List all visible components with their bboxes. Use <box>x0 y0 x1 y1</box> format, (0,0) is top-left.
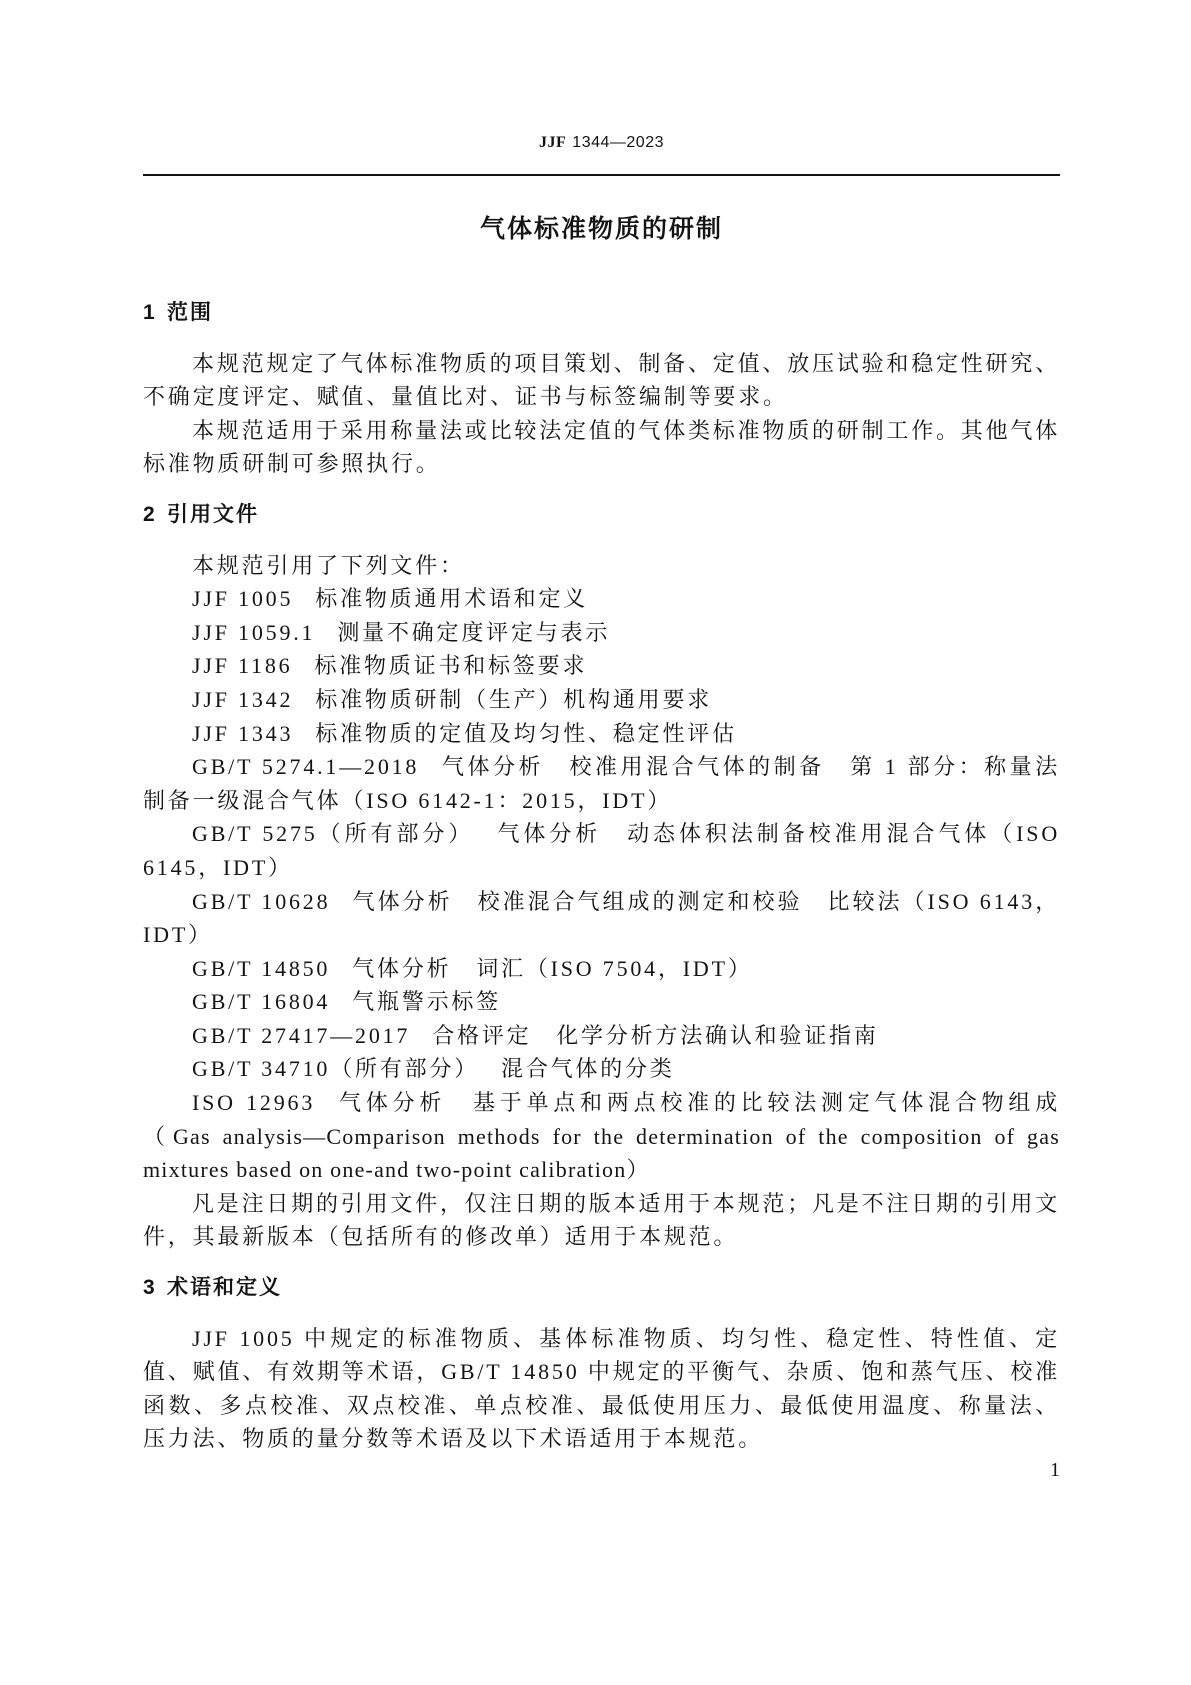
reference-code: JJF 1059.1 <box>192 619 316 645</box>
section-2-title: 引用文件 <box>167 502 259 526</box>
reference-code: GB/T 27417—2017 <box>192 1022 411 1048</box>
reference-item <box>143 1019 1060 1053</box>
reference-item <box>143 649 1060 683</box>
document-body <box>143 212 1060 1456</box>
reference-item <box>143 683 1060 717</box>
section-3-number: 3 <box>143 1276 157 1300</box>
reference-item <box>143 582 1060 616</box>
reference-code: JJF 1186 <box>192 653 293 679</box>
reference-title: 标准物质证书和标签要求 <box>314 653 588 679</box>
reference-title: 标准物质通用术语和定义 <box>315 586 589 612</box>
section-1-paragraph-2: 本规范适用于采用称量法或比较法定值的气体类标准物质的研制工作。其他气体标准物质研制可参照执行。 <box>143 417 1061 477</box>
section-1-number: 1 <box>143 301 157 324</box>
reference-item <box>143 885 1060 952</box>
reference-title: 测量不确定度评定与表示 <box>337 619 611 645</box>
header-standard-number: 1344—2023 <box>572 134 664 151</box>
section-3-heading <box>143 1271 1060 1305</box>
reference-item <box>143 1086 1060 1187</box>
reference-list <box>143 582 1060 1187</box>
reference-item <box>143 616 1060 650</box>
reference-title: 标准物质的定值及均匀性、稳定性评估 <box>315 720 737 746</box>
reference-title: 气体分析 词汇（ISO 7504，IDT） <box>352 955 753 981</box>
header-prefix: JJF <box>539 134 567 151</box>
section-1-paragraph-1: 本规范规定了气体标准物质的项目策划、制备、定值、放压试验和稳定性研究、不确定度评定、赋值、量值比对、证书与标签编制等要求。 <box>143 350 1061 410</box>
reference-code: GB/T 16804 <box>192 989 331 1015</box>
section-1-heading <box>143 296 1060 330</box>
reference-title: 气瓶警示标签 <box>352 989 502 1015</box>
section-3-paragraph: JJF 1005 中规定的标准物质、基体标准物质、均匀性、稳定性、特性值、定值、赋值、有效期等术语，GB/T 14850 中规定的平衡气、杂质、饱和蒸气压、校准函数、多点校准、双点校准、单点校准、最低使用压力、最低使用温度、称量法、压力法、物质的量分数等术语及以下术语适用于本规范。 <box>143 1325 1060 1452</box>
reference-title: 气体分析 校准混合气组成的测定和校验 比较法（ISO 6143，IDT） <box>143 888 1060 948</box>
section-2-heading <box>143 498 1060 532</box>
reference-code: JJF 1342 <box>192 686 294 712</box>
reference-item <box>143 717 1060 751</box>
header-rule <box>143 174 1060 176</box>
section-1-title: 范围 <box>167 301 213 324</box>
reference-code: JJF 1005 <box>192 586 294 612</box>
reference-title: 混合气体的分类 <box>501 1056 675 1082</box>
reference-code: GB/T 34710（所有部分） <box>192 1056 480 1082</box>
reference-item <box>143 1052 1060 1086</box>
running-header <box>143 130 1060 156</box>
reference-code: GB/T 5275（所有部分） <box>192 821 475 847</box>
reference-code: GB/T 5274.1—2018 <box>192 754 420 780</box>
section-2-closing: 凡是注日期的引用文件，仅注日期的版本适用于本规范；凡是不注日期的引用文件，其最新版本（包括所有的修改单）适用于本规范。 <box>143 1190 1061 1250</box>
reference-title: 气体分析 基于单点和两点校准的比较法测定气体混合物组成（ <box>143 1090 1060 1149</box>
reference-code: GB/T 14850 <box>192 955 331 981</box>
reference-item <box>143 750 1060 817</box>
section-2-number: 2 <box>143 502 157 526</box>
reference-title: 标准物质研制（生产）机构通用要求 <box>315 686 713 712</box>
reference-item <box>143 817 1060 884</box>
section-3-title: 术语和定义 <box>167 1276 282 1300</box>
section-2-intro: 本规范引用了下列文件： <box>192 552 465 578</box>
reference-code: ISO 12963 <box>192 1090 316 1116</box>
reference-item <box>143 952 1060 986</box>
reference-title-english: Gas analysis—Comparison methods for the determination of the composition of gas mixtures based on one-and two-point calibration） <box>143 1123 1060 1183</box>
reference-code: JJF 1343 <box>192 720 294 746</box>
reference-title: 合格评定 化学分析方法确认和验证指南 <box>432 1022 879 1048</box>
reference-code: GB/T 10628 <box>192 888 331 914</box>
reference-title: 气体分析 动态体积法制备校准用混合气体（ISO 6145，IDT） <box>143 821 1061 880</box>
reference-title: 气体分析 校准用混合气体的制备 第 1 部分：称量法制备一级混合气体（ISO 6142-1：2015，IDT） <box>143 754 1060 813</box>
document-title: 气体标准物质的研制 <box>479 215 723 243</box>
reference-item <box>143 985 1060 1019</box>
page-number: 1 <box>1050 1459 1060 1481</box>
